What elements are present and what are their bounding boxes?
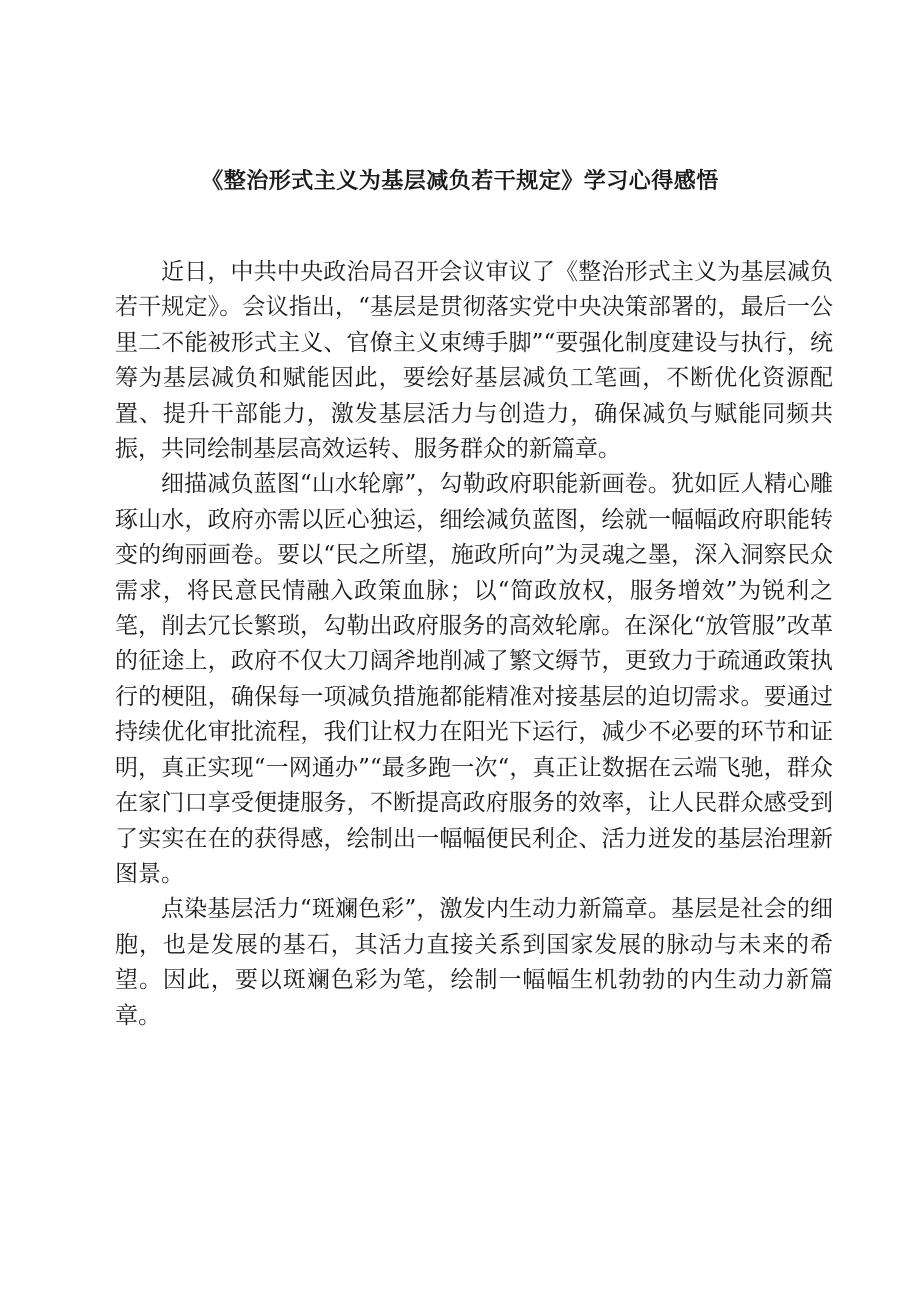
- document-body: [115, 255, 833, 1034]
- paragraph-3: 点染基层活力“斑斓色彩”，激发内生动力新篇章。基层是社会的细胞，也是发展的基石，其活力直接关系到国家发展的脉动与未来的希望。因此，要以斑斓色彩为笔，绘制一幅幅生机勃勃的内生动力新篇章。: [115, 896, 833, 1029]
- document-title: 《整治形式主义为基层减负若干规定》学习心得感悟: [201, 169, 719, 194]
- paragraph-1: 近日，中共中央政治局召开会议审议了《整治形式主义为基层减负若干规定》。会议指出，“基层是贯彻落实党中央决策部署的，最后一公里二不能被形式主义、官僚主义束缚手脚”“要强化制度建设与执行，统筹为基层减负和赋能因此，要绘好基层减负工笔画，不断优化资源配置、提升干部能力，激发基层活力与创造力，确保减负与赋能同频共振，共同绘制基层高效运转、服务群众的新篇章。: [115, 259, 833, 463]
- paragraph-2: 细描减负蓝图“山水轮廓”，勾勒政府职能新画卷。犹如匠人精心雕琢山水，政府亦需以匠心独运，细绘减负蓝图，绘就一幅幅政府职能转变的绚丽画卷。要以“民之所望，施政所向”为灵魂之墨，深入洞察民众需求，将民意民情融入政策血脉；以“简政放权，服务增效”为锐利之笔，削去冗长繁琐，勾勒出政府服务的高效轮廓。在深化“放管服”改革的征途上，政府不仅大刀阔斧地削减了繁文缛节，更致力于疏通政策执行的梗阻，确保每一项减负措施都能精准对接基层的迫切需求。要通过持续优化审批流程，我们让权力在阳光下运行，减少不必要的环节和证明，真正实现“一网通办”“最多跑一次“，真正让数据在云端飞驰，群众在家门口享受便捷服务，不断提高政府服务的效率，让人民群众感受到了实实在在的获得感，绘制出一幅幅便民利企、活力迸发的基层治理新图景。: [115, 471, 833, 887]
